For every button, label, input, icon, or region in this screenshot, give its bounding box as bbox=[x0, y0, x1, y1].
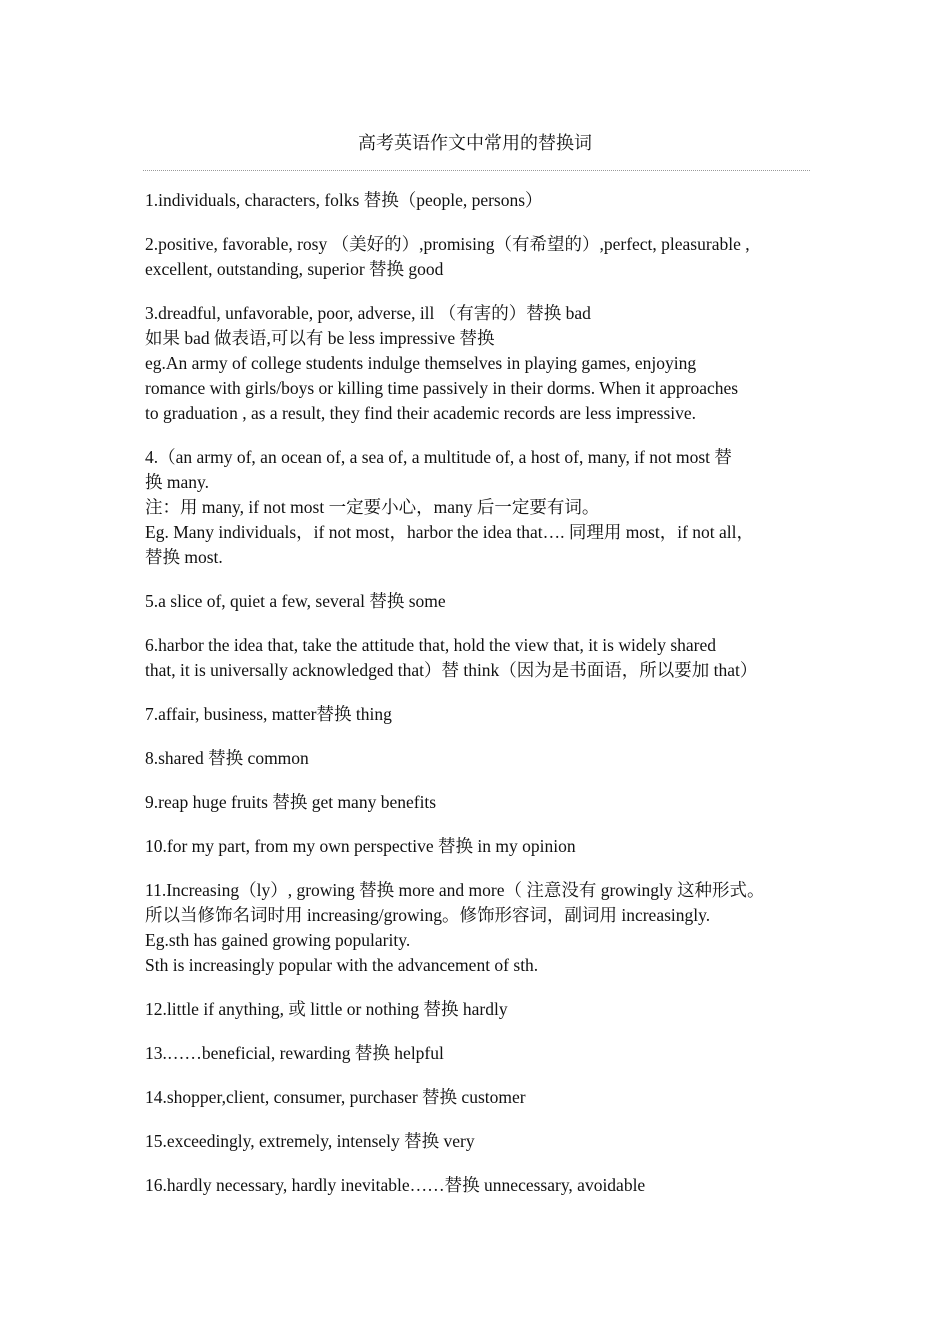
paragraph-line: 15.exceedingly, extremely, intensely 替换 very bbox=[145, 1131, 475, 1151]
list-item bbox=[145, 702, 813, 727]
list-item bbox=[145, 790, 813, 815]
paragraph-line: 6.harbor the idea that, take the attitude that, hold the view that, it is widely shared bbox=[145, 635, 717, 655]
list-item bbox=[145, 188, 813, 213]
paragraph-line: 4.（an army of, an ocean of, a sea of, a multitude of, a host of, many, if not most 替 bbox=[145, 447, 732, 467]
list-item bbox=[145, 834, 813, 859]
paragraph-line: 11.Increasing（ly）, growing 替换 more and more（ 注意没有 growingly 这种形式。 bbox=[145, 880, 765, 900]
list-item bbox=[145, 301, 813, 426]
list-item bbox=[145, 1173, 813, 1198]
list-item bbox=[145, 633, 813, 683]
paragraph-line: Eg. Many individuals，if not most，harbor the idea that…. 同理用 most，if not all， bbox=[145, 522, 755, 542]
paragraph-line: romance with girls/boys or killing time passively in their dorms. When it approaches bbox=[145, 378, 739, 398]
list-item bbox=[145, 232, 813, 282]
paragraph-line: 3.dreadful, unfavorable, poor, adverse, ill （有害的）替换 bad bbox=[145, 303, 591, 323]
list-item bbox=[145, 589, 813, 614]
paragraph-line: 换 many. bbox=[145, 472, 209, 492]
paragraph-line: 2.positive, favorable, rosy （美好的）,promising（有希望的）,perfect, pleasurable , bbox=[145, 234, 750, 254]
list-item bbox=[145, 997, 813, 1022]
list-item bbox=[145, 878, 813, 978]
list-item bbox=[145, 746, 813, 771]
paragraph-line: 1.individuals, characters, folks 替换（people, persons） bbox=[145, 190, 543, 210]
paragraph-line: 所以当修饰名词时用 increasing/growing。修饰形容词，副词用 increasingly. bbox=[145, 905, 711, 925]
paragraph-line: 9.reap huge fruits 替换 get many benefits bbox=[145, 792, 437, 812]
paragraph-line: 10.for my part, from my own perspective 替换 in my opinion bbox=[145, 836, 576, 856]
paragraph-line: 5.a slice of, quiet a few, several 替换 some bbox=[145, 591, 446, 611]
paragraph-line: 13.……beneficial, rewarding 替换 helpful bbox=[145, 1043, 444, 1063]
paragraph-line: 14.shopper,client, consumer, purchaser 替换 customer bbox=[145, 1087, 526, 1107]
document-title: 高考英语作文中常用的替换词 bbox=[358, 133, 592, 154]
document-body bbox=[145, 188, 813, 1217]
paragraph-line: 12.little if anything, 或 little or nothing 替换 hardly bbox=[145, 999, 508, 1019]
paragraph-line: 如果 bad 做表语,可以有 be less impressive 替换 bbox=[145, 328, 495, 348]
paragraph-line: to graduation , as a result, they find their academic records are less impressive. bbox=[145, 403, 697, 423]
paragraph-line: 16.hardly necessary, hardly inevitable……替换 unnecessary, avoidable bbox=[145, 1175, 646, 1195]
paragraph-line: 8.shared 替换 common bbox=[145, 748, 309, 768]
paragraph-line: excellent, outstanding, superior 替换 good bbox=[145, 259, 444, 279]
list-item bbox=[145, 1129, 813, 1154]
paragraph-line: 替换 most. bbox=[145, 547, 223, 567]
title-divider bbox=[143, 170, 810, 171]
paragraph-line: 注：用 many, if not most 一定要小心，many 后一定要有词。 bbox=[145, 497, 600, 517]
list-item bbox=[145, 1041, 813, 1066]
paragraph-line: Eg.sth has gained growing popularity. bbox=[145, 930, 411, 950]
list-item bbox=[145, 1085, 813, 1110]
paragraph-line: 7.affair, business, matter替换 thing bbox=[145, 704, 392, 724]
list-item bbox=[145, 445, 813, 570]
paragraph-line: Sth is increasingly popular with the advancement of sth. bbox=[145, 955, 539, 975]
paragraph-line: eg.An army of college students indulge themselves in playing games, enjoying bbox=[145, 353, 697, 373]
paragraph-line: that, it is universally acknowledged that）替 think（因为是书面语，所以要加 that） bbox=[145, 660, 758, 680]
